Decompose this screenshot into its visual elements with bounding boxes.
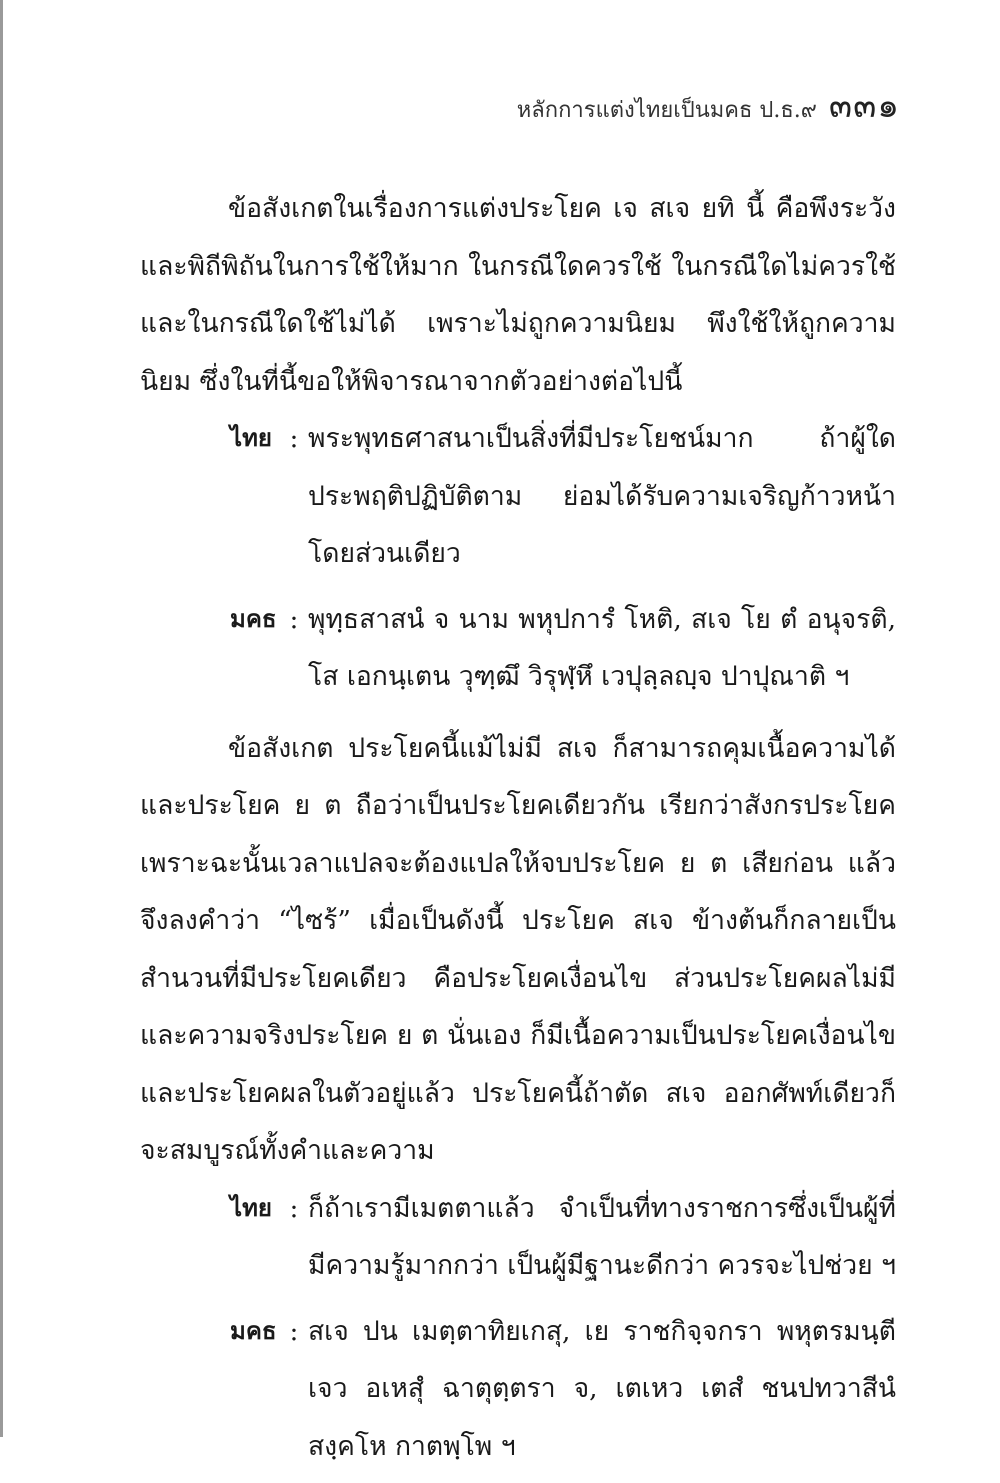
colon: : [289,1192,299,1224]
thai-text: พระพุทธศาสนาเป็นสิ่งที่มีประโยชน์มาก ถ้าผู้ใดประพฤติปฏิบัติตาม ย่อมได้รับความเจริญก้าวหน้าโดยส่วนเดียว [308,423,896,569]
page-number: ๓๓๑ [828,86,900,126]
example-2-thai [230,1180,896,1295]
magadha-text: สเจ ปน เมตฺตาทิยเกสุ, เย ราชกิจฺจกรา พหุตรมนฺตี เจว อเหสุํ ฉาตุตฺตรา จ, เตเหว เตสํ ชนปทวาสีนํ สงฺคโห กาตพฺโพ ฯ [308,1315,896,1462]
colon: : [289,603,299,635]
example-2 [230,1180,896,1476]
example-1-thai [230,410,896,583]
magadha-label: มคธ [230,1316,277,1345]
running-title: หลักการแต่งไทยเป็นมคธ ป.ธ.๙ [516,98,817,123]
page-body [140,180,896,1483]
paragraph-1: ข้อสังเกตในเรื่องการแต่งประโยค เจ สเจ ยทิ นี้ คือพึงระวัง และพิถีพิถันในการใช้ให้มาก ในกรณีใดควรใช้ ในกรณีใดไม่ควรใช้ และในกรณีใดใช้ไม่ได้ เพราะไม่ถูกความนิยม พึงใช้ให้ถูกความนิยม ซึ่งในที่นี้ขอให้พิจารณาจากตัวอย่างต่อไปนี้ [140,193,896,397]
thai-label: ไทย [230,1193,272,1222]
thai-text: ก็ถ้าเรามีเมตตาแล้ว จำเป็นที่ทางราชการซึ่งเป็นผู้ที่มีความรู้มากกว่า เป็นผู้มีฐานะดีกว่า ควรจะไปช่วย ฯ [308,1192,897,1281]
running-header [517,78,900,132]
colon: : [289,1315,299,1347]
page-edge [0,0,3,1437]
thai-label: ไทย [230,424,272,452]
colon: : [289,423,299,454]
paragraph-2: ข้อสังเกต ประโยคนี้แม้ไม่มี สเจ ก็สามารถคุมเนื้อความได้ และประโยค ย ต ถือว่าเป็นประโยคเดียวกัน เรียกว่าสังกรประโยค เพราะฉะนั้นเวลาแปลจะต้องแปลให้จบประโยค ย ต เสียก่อน แล้วจึงลงคำว่า “ไซร้” เมื่อเป็นดังนี้ ประโยค สเจ ข้างต้นก็กลายเป็นสำนวนที่มีประโยคเดียว คือประโยคเงื่อนไข ส่วนประโยคผลไม่มี และความจริงประโยค ย ต นั่นเอง ก็มีเนื้อความเป็นประโยคเงื่อนไขและประโยคผลในตัวอยู่แล้ว ประโยคนี้ถ้าตัด สเจ ออกศัพท์เดียวก็จะสมบูรณ์ทั้งคำและความ [140,732,896,1166]
magadha-text: พุทฺธสาสนํ จ นาม พหุปการํ โหติ, สเจ โย ตํ อนุจรติ, โส เอกนฺเตน วุฑฺฒึ วิรุฬฺหึ เวปุลฺลญฺจ ปาปุณาติ ฯ [308,603,896,692]
magadha-label: มคธ [230,604,277,633]
example-2-magadha [230,1303,896,1476]
example-1 [230,410,896,706]
example-1-magadha [230,591,896,706]
